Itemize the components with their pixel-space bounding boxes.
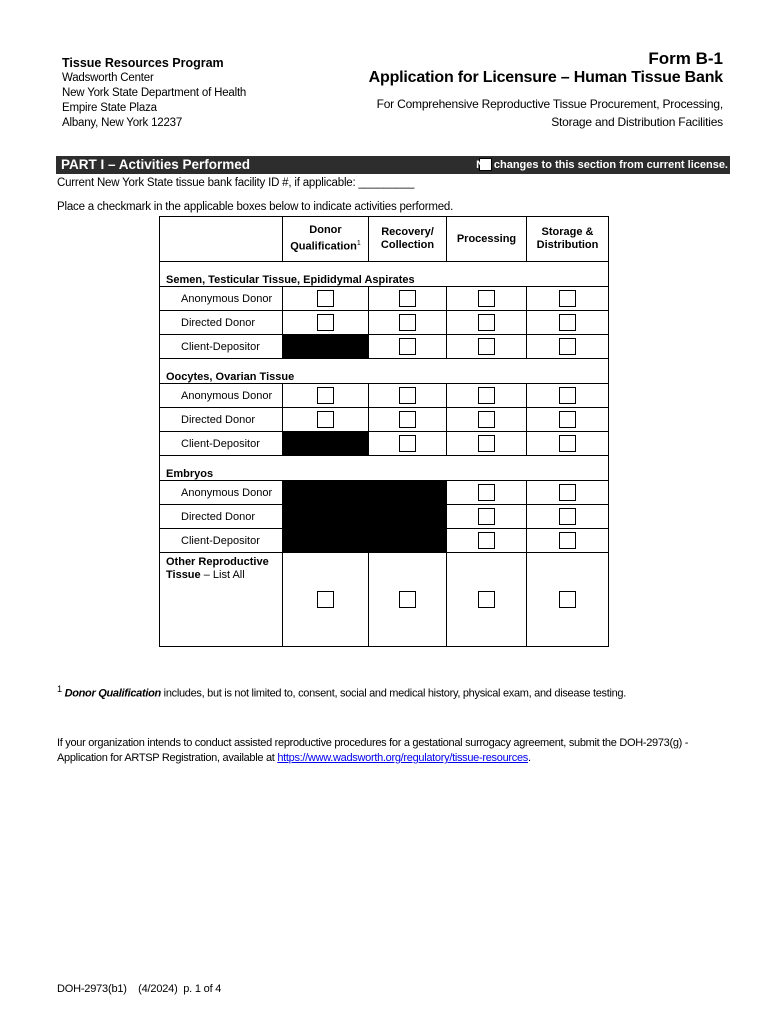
checkbox-cell bbox=[369, 311, 447, 335]
column-header bbox=[447, 217, 527, 262]
not-applicable-cell bbox=[283, 505, 369, 529]
activity-checkbox[interactable] bbox=[559, 591, 576, 608]
other-tissue-row bbox=[160, 553, 609, 647]
activity-checkbox[interactable] bbox=[478, 387, 495, 404]
row-label: Anonymous Donor bbox=[160, 481, 283, 505]
activity-checkbox[interactable] bbox=[478, 338, 495, 355]
surrogacy-line-2 bbox=[57, 752, 531, 764]
checkbox-cell bbox=[283, 553, 369, 647]
row-label: Anonymous Donor bbox=[160, 384, 283, 408]
checkbox-cell bbox=[447, 432, 527, 456]
category-label: Embryos bbox=[160, 456, 609, 481]
address-line-2: New York State Department of Health bbox=[62, 87, 247, 99]
activity-checkbox[interactable] bbox=[399, 411, 416, 428]
row-label: Directed Donor bbox=[160, 408, 283, 432]
column-header-line-1: Donor bbox=[309, 224, 342, 237]
part-1-title: PART I – Activities Performed bbox=[61, 157, 251, 172]
table-row bbox=[160, 384, 609, 408]
no-changes-label: No changes to this section from current license. bbox=[476, 159, 728, 171]
not-applicable-cell bbox=[369, 505, 447, 529]
checkbox-cell bbox=[447, 481, 527, 505]
activity-checkbox[interactable] bbox=[478, 532, 495, 549]
activities-table bbox=[159, 216, 609, 647]
column-header bbox=[527, 217, 609, 262]
form-title: Application for Licensure – Human Tissue Bank bbox=[368, 69, 723, 86]
other-tissue-label bbox=[160, 553, 283, 647]
activity-checkbox[interactable] bbox=[559, 484, 576, 501]
form-subtitle-2: Storage and Distribution Facilities bbox=[551, 115, 723, 129]
checkbox-cell bbox=[447, 505, 527, 529]
category-row bbox=[160, 359, 609, 384]
activity-checkbox[interactable] bbox=[317, 387, 334, 404]
row-label: Directed Donor bbox=[160, 505, 283, 529]
activity-checkbox[interactable] bbox=[478, 508, 495, 525]
checkbox-cell bbox=[447, 553, 527, 647]
not-applicable-cell bbox=[369, 481, 447, 505]
checkbox-cell bbox=[369, 432, 447, 456]
part-1-header-bar bbox=[56, 156, 730, 174]
activity-checkbox[interactable] bbox=[559, 435, 576, 452]
facility-id-line: Current New York State tissue bank facility ID #, if applicable: _________ bbox=[57, 177, 415, 189]
surrogacy-line-2-prefix: Application for ARTSP Registration, available at bbox=[57, 752, 278, 764]
activity-checkbox[interactable] bbox=[478, 290, 495, 307]
not-applicable-cell bbox=[283, 432, 369, 456]
form-id: Form B-1 bbox=[648, 49, 723, 68]
checkbox-cell bbox=[369, 553, 447, 647]
table-row bbox=[160, 481, 609, 505]
activity-checkbox[interactable] bbox=[478, 591, 495, 608]
checkbox-cell bbox=[527, 408, 609, 432]
checkbox-cell bbox=[527, 553, 609, 647]
checkbox-cell bbox=[369, 408, 447, 432]
checkbox-cell bbox=[527, 481, 609, 505]
address-line-3: Empire State Plaza bbox=[62, 102, 157, 114]
table-row bbox=[160, 335, 609, 359]
surrogacy-line-1: If your organization intends to conduct assisted reproductive procedures for a gestational surrogacy agreement, submit the DOH-2973(g) - bbox=[57, 737, 689, 749]
checkbox-cell bbox=[447, 384, 527, 408]
row-label: Client-Depositor bbox=[160, 432, 283, 456]
category-row bbox=[160, 262, 609, 287]
activity-checkbox[interactable] bbox=[559, 290, 576, 307]
not-applicable-cell bbox=[283, 335, 369, 359]
category-row bbox=[160, 456, 609, 481]
form-subtitle-1: For Comprehensive Reproductive Tissue Procurement, Processing, bbox=[376, 97, 723, 111]
header-blank-cell bbox=[160, 217, 283, 262]
checkbox-cell bbox=[447, 529, 527, 553]
table-row bbox=[160, 505, 609, 529]
table-row bbox=[160, 311, 609, 335]
column-header-line-1: Recovery/ bbox=[381, 226, 434, 238]
other-tissue-label-rest: – List All bbox=[200, 569, 245, 581]
not-applicable-cell bbox=[283, 529, 369, 553]
activity-checkbox[interactable] bbox=[559, 314, 576, 331]
checkbox-cell bbox=[527, 287, 609, 311]
checkbox-cell bbox=[447, 408, 527, 432]
activity-checkbox[interactable] bbox=[478, 411, 495, 428]
activity-checkbox[interactable] bbox=[559, 508, 576, 525]
activity-checkbox[interactable] bbox=[559, 338, 576, 355]
activity-checkbox[interactable] bbox=[399, 387, 416, 404]
checkbox-cell bbox=[527, 432, 609, 456]
table-row bbox=[160, 287, 609, 311]
activity-checkbox[interactable] bbox=[559, 532, 576, 549]
table-header-row bbox=[160, 217, 609, 262]
activity-checkbox[interactable] bbox=[317, 591, 334, 608]
column-header-line-2: Collection bbox=[380, 239, 435, 251]
footnote-text: includes, but is not limited to, consent, social and medical history, physical exam, and disease testing. bbox=[160, 687, 627, 700]
activity-checkbox[interactable] bbox=[317, 314, 334, 331]
instruction-text: Place a checkmark in the applicable boxes below to indicate activities performed. bbox=[57, 201, 454, 213]
footnote-number: 1 bbox=[57, 684, 62, 694]
activity-checkbox[interactable] bbox=[399, 338, 416, 355]
table-row bbox=[160, 432, 609, 456]
checkbox-cell bbox=[283, 311, 369, 335]
checkbox-cell bbox=[527, 384, 609, 408]
checkbox-cell bbox=[527, 505, 609, 529]
activity-checkbox[interactable] bbox=[399, 435, 416, 452]
activity-checkbox[interactable] bbox=[399, 314, 416, 331]
not-applicable-cell bbox=[369, 529, 447, 553]
activity-checkbox[interactable] bbox=[317, 290, 334, 307]
category-label: Semen, Testicular Tissue, Epididymal Aspirates bbox=[160, 262, 609, 287]
address-line-1: Wadsworth Center bbox=[62, 72, 154, 84]
row-label: Directed Donor bbox=[160, 311, 283, 335]
tissue-resources-link[interactable]: https://www.wadsworth.org/regulatory/tissue-resources bbox=[277, 752, 528, 764]
program-title: Tissue Resources Program bbox=[62, 56, 224, 70]
row-label: Client-Depositor bbox=[160, 529, 283, 553]
checkbox-cell bbox=[527, 529, 609, 553]
checkbox-cell bbox=[527, 311, 609, 335]
checkbox-cell bbox=[369, 335, 447, 359]
category-label: Oocytes, Ovarian Tissue bbox=[160, 359, 609, 384]
other-tissue-label-bold: Other Reproductive Tissue bbox=[166, 556, 269, 581]
activity-checkbox[interactable] bbox=[399, 591, 416, 608]
activity-checkbox[interactable] bbox=[559, 387, 576, 404]
table-row bbox=[160, 408, 609, 432]
address-line-4: Albany, New York 12237 bbox=[62, 117, 183, 129]
checkbox-cell bbox=[447, 335, 527, 359]
row-label: Anonymous Donor bbox=[160, 287, 283, 311]
footnote-term: Donor Qualification bbox=[64, 687, 161, 700]
checkbox-cell bbox=[369, 384, 447, 408]
checkbox-cell bbox=[283, 287, 369, 311]
footnote bbox=[57, 684, 626, 700]
activity-checkbox[interactable] bbox=[559, 411, 576, 428]
checkbox-cell bbox=[369, 287, 447, 311]
column-header bbox=[283, 217, 369, 262]
page-footer: DOH-2973(b1) (4/2024) p. 1 of 4 bbox=[57, 983, 222, 995]
table-row bbox=[160, 529, 609, 553]
checkbox-cell bbox=[447, 287, 527, 311]
footnote-marker: 1 bbox=[356, 240, 361, 248]
activity-checkbox[interactable] bbox=[478, 484, 495, 501]
activity-checkbox[interactable] bbox=[478, 314, 495, 331]
checkbox-cell bbox=[283, 408, 369, 432]
column-header-line-2: Distribution bbox=[536, 239, 599, 251]
column-header-line-1: Storage & bbox=[541, 226, 594, 238]
checkbox-cell bbox=[283, 384, 369, 408]
activity-checkbox[interactable] bbox=[317, 411, 334, 428]
column-header-line-2: Qualification bbox=[290, 240, 357, 253]
column-header bbox=[369, 217, 447, 262]
row-label: Client-Depositor bbox=[160, 335, 283, 359]
activity-checkbox[interactable] bbox=[399, 290, 416, 307]
surrogacy-line-2-suffix: . bbox=[527, 752, 531, 764]
checkbox-cell bbox=[447, 311, 527, 335]
activity-checkbox[interactable] bbox=[478, 435, 495, 452]
checkbox-cell bbox=[527, 335, 609, 359]
not-applicable-cell bbox=[283, 481, 369, 505]
column-header-line-1: Processing bbox=[456, 232, 517, 245]
